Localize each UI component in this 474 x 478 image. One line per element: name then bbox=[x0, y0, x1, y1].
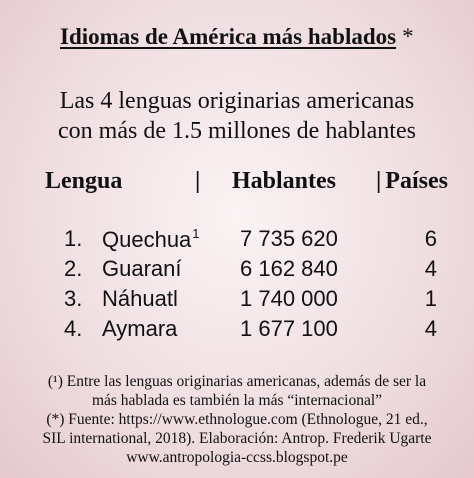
source-line-1: (*) Fuente: https://www.ethnologue.com (Ethnologue, 21 ed., bbox=[46, 411, 428, 428]
speakers-count: 6 162 840 bbox=[240, 256, 338, 281]
row-number: 4. bbox=[64, 316, 83, 341]
footnote-marker: 1 bbox=[192, 226, 200, 241]
blog-url: www.antropologia-ccss.blogspot.pe bbox=[126, 449, 348, 466]
speakers-count: 1 677 100 bbox=[240, 316, 338, 341]
speakers-count: 1 740 000 bbox=[240, 286, 338, 311]
footnote-1-line-1: (¹) Entre las lenguas originarias americanas, además de ser la bbox=[47, 373, 427, 390]
countries-count: 4 bbox=[424, 256, 437, 281]
title-text: Idiomas de América más hablados bbox=[60, 24, 397, 49]
footnote-1-line-2: más hablada es también la más “internacional” bbox=[91, 392, 383, 409]
header-paises-label: Países bbox=[385, 168, 448, 194]
language-name: Aymara bbox=[102, 316, 178, 341]
row-number: 2. bbox=[64, 256, 83, 281]
header-lengua: Lengua bbox=[45, 168, 123, 194]
countries-count: 4 bbox=[424, 316, 437, 341]
language-name bbox=[102, 226, 200, 253]
table-row bbox=[0, 286, 474, 318]
subtitle-line-1: Las 4 lenguas originarias americanas bbox=[59, 88, 415, 114]
header-hablantes: Hablantes bbox=[232, 168, 337, 194]
title-asterisk: * bbox=[402, 24, 414, 49]
table-row bbox=[0, 226, 474, 258]
row-number: 1. bbox=[64, 226, 83, 251]
header-separator: | bbox=[195, 168, 201, 194]
language-name: Guaraní bbox=[102, 256, 182, 281]
language-name-text: Quechua bbox=[102, 227, 192, 252]
page-title bbox=[60, 24, 414, 50]
subtitle-line-2: con más de 1.5 millones de hablantes bbox=[58, 118, 416, 144]
header-paises bbox=[376, 168, 448, 195]
row-number: 3. bbox=[64, 286, 83, 311]
table-row bbox=[0, 256, 474, 288]
table-row bbox=[0, 316, 474, 348]
countries-count: 6 bbox=[424, 226, 437, 251]
source-line-2: SIL international, 2018). Elaboración: Antrop. Frederik Ugarte bbox=[42, 430, 432, 447]
speakers-count: 7 735 620 bbox=[240, 226, 338, 251]
language-name: Náhuatl bbox=[102, 286, 178, 311]
header-paises-separator: | bbox=[376, 168, 382, 194]
countries-count: 1 bbox=[424, 286, 437, 311]
